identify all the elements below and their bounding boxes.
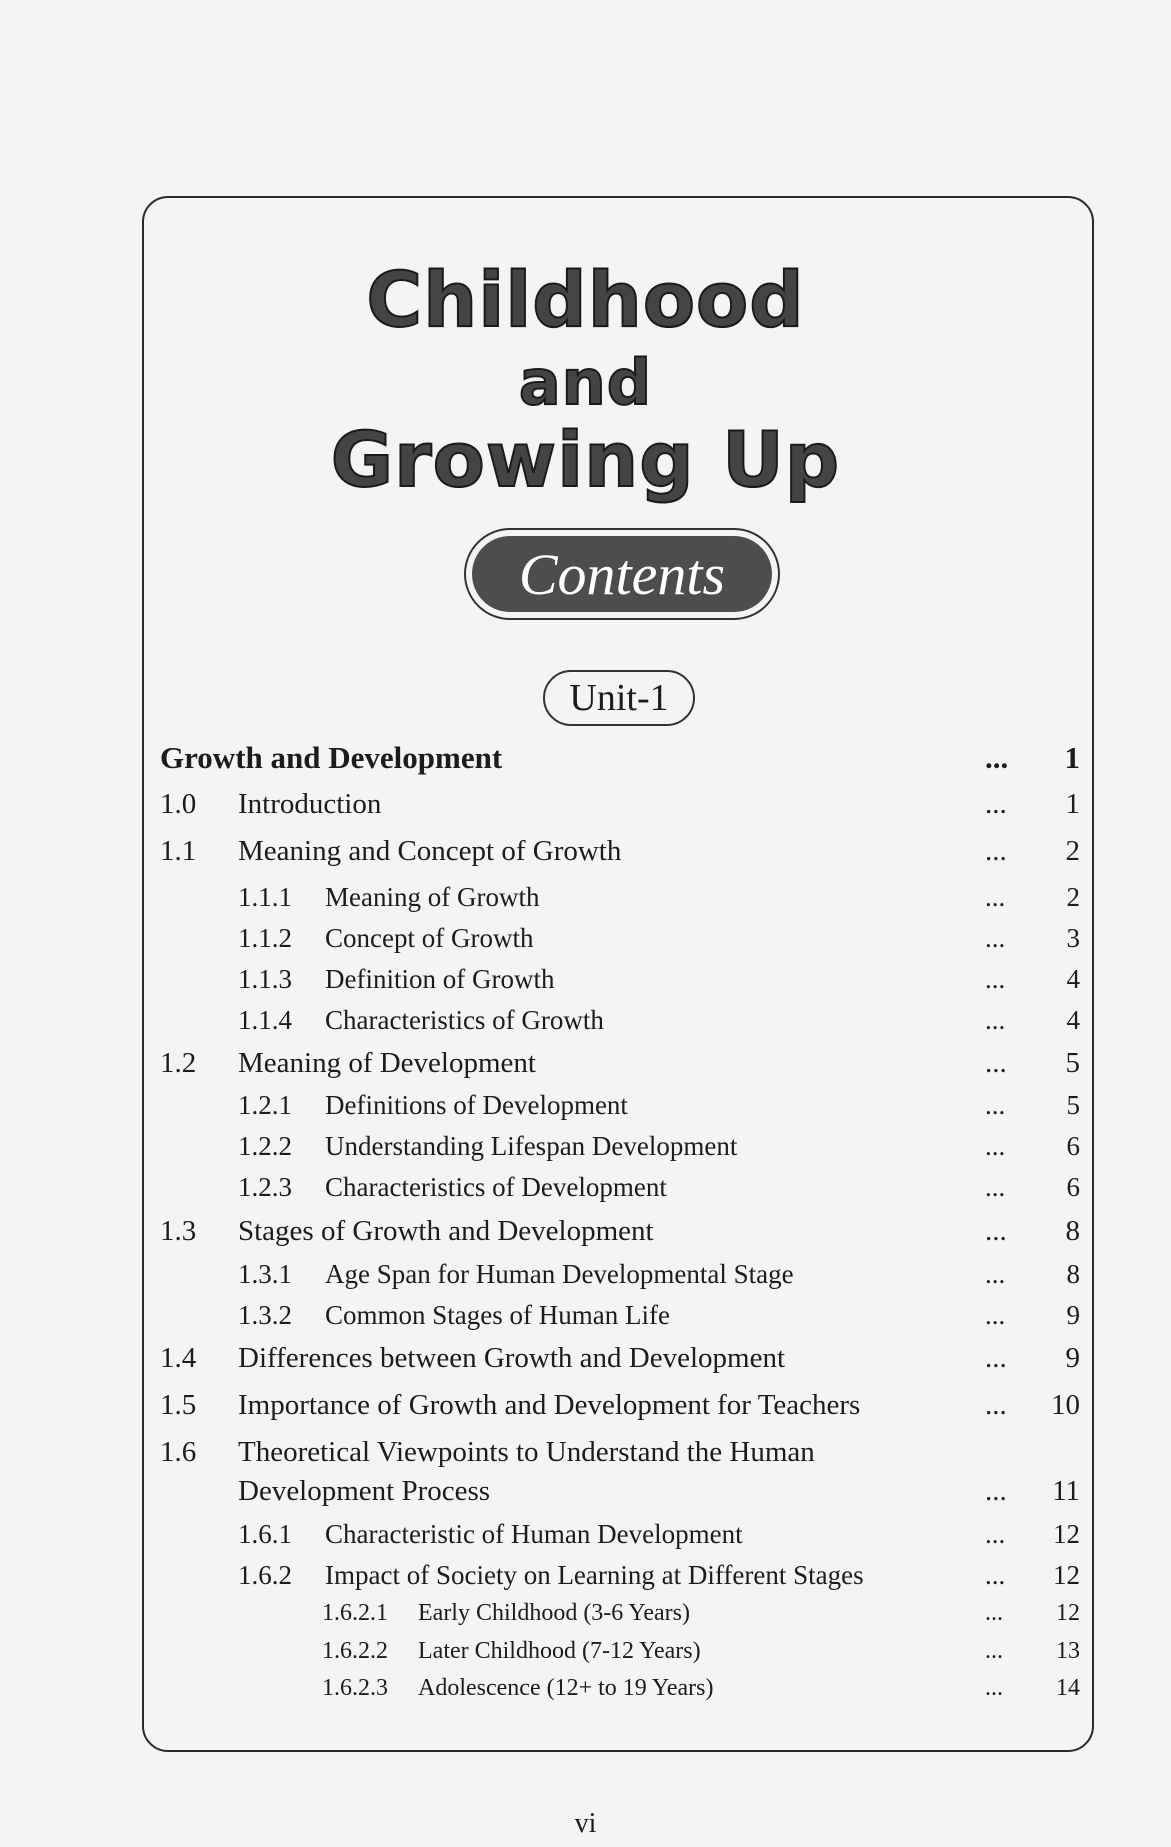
toc-entry-page: 13 [1056,1638,1080,1664]
toc-entry-number: 1.6.2.3 [322,1675,388,1701]
toc-leader-dots: ... [985,1519,1006,1549]
toc-entry-number: 1.6.2 [238,1560,292,1590]
page-number: vi [574,1808,597,1839]
toc-entry-title: Concept of Growth [325,923,534,953]
toc-entry-number: 1.2.2 [238,1131,292,1161]
toc-entry-page: 4 [1066,1005,1080,1035]
toc-entry-number: 1.3 [160,1215,197,1247]
toc-entry-title: Theoretical Viewpoints to Understand the Human [238,1436,815,1468]
toc-entry-title: Growth and Development [160,740,503,775]
toc-entry-number: 1.4 [160,1342,197,1374]
toc-leader-dots: ... [985,1342,1007,1374]
toc-leader-dots: ... [985,923,1006,953]
toc-entry-page: 8 [1066,1259,1080,1289]
toc-entry-title: Common Stages of Human Life [325,1300,670,1330]
toc-entry-number: 1.3.2 [238,1300,292,1330]
toc-entry-page: 8 [1065,1215,1080,1247]
toc-entry-number: 1.1.4 [238,1005,292,1035]
toc-entry-number: 1.6.2.2 [322,1638,388,1664]
toc-entry-page: 4 [1066,964,1080,994]
toc-entry-page: 5 [1066,1090,1080,1120]
toc-entry-title: Stages of Growth and Development [238,1215,654,1247]
toc-entry-page: 5 [1065,1047,1080,1079]
toc-entry-title: Meaning of Growth [325,882,540,912]
toc-entry-page: 6 [1066,1172,1080,1202]
toc-leader-dots: ... [985,1389,1007,1421]
toc-entry-number: 1.6 [160,1436,197,1468]
toc-entry-page: 6 [1066,1131,1080,1161]
toc-entry-number: 1.3.1 [238,1259,292,1289]
toc-leader-dots: ... [985,740,1009,775]
toc-entry-number: 1.0 [160,788,197,820]
book-title-line-3: Growing Up [330,415,841,504]
toc-entry-page: 14 [1056,1675,1080,1701]
toc-entry-title: Later Childhood (7-12 Years) [418,1638,701,1664]
toc-entry-title: Development Process [238,1475,491,1507]
toc-entry-title: Definitions of Development [325,1090,628,1120]
toc-entry-title: Differences between Growth and Development [238,1342,786,1374]
toc-entry-page: 12 [1053,1560,1080,1590]
toc-entry-title: Adolescence (12+ to 19 Years) [418,1675,714,1701]
toc-entry-number: 1.6.2.1 [322,1600,388,1626]
toc-entry-number: 1.1.1 [238,882,292,912]
toc-leader-dots: ... [985,1600,1003,1626]
toc-leader-dots: ... [985,1675,1003,1701]
toc-leader-dots: ... [985,1560,1006,1590]
toc-entry-title: Early Childhood (3-6 Years) [418,1600,690,1626]
toc-entry-title: Importance of Growth and Development for Teachers [238,1389,861,1421]
toc-leader-dots: ... [985,882,1006,912]
book-title-line-1: Childhood [366,255,805,344]
toc-leader-dots: ... [985,1259,1006,1289]
toc-entry-number: 1.2.3 [238,1172,292,1202]
toc-entry-number: 1.1.3 [238,964,292,994]
toc-entry-title: Definition of Growth [325,964,555,994]
toc-leader-dots: ... [985,964,1006,994]
toc-entry-title: Impact of Society on Learning at Different Stages [325,1560,864,1590]
toc-leader-dots: ... [985,1300,1006,1330]
toc-entry-page: 9 [1066,1300,1080,1330]
toc-leader-dots: ... [985,1090,1006,1120]
toc-entry-number: 1.2 [160,1047,197,1079]
toc-entry-page: 2 [1066,882,1080,912]
toc-leader-dots: ... [985,1475,1007,1507]
contents-heading: Contents [472,536,772,612]
toc-entry-page: 3 [1066,923,1080,953]
toc-entry-page: 11 [1052,1475,1080,1507]
toc-leader-dots: ... [985,1131,1006,1161]
toc-entry-title: Meaning and Concept of Growth [238,835,622,867]
toc-entry-page: 12 [1056,1600,1080,1626]
toc-entry-title: Characteristic of Human Development [325,1519,743,1549]
toc-entry-page: 12 [1053,1519,1080,1549]
toc-entry-page: 9 [1065,1342,1080,1374]
toc-leader-dots: ... [985,788,1007,820]
toc-leader-dots: ... [985,1215,1007,1247]
toc-entry-title: Characteristics of Growth [325,1005,604,1035]
unit-badge: Unit-1 [543,670,695,726]
toc-leader-dots: ... [985,835,1007,867]
toc-entry-number: 1.1.2 [238,923,292,953]
toc-entry-number: 1.1 [160,835,197,867]
toc-leader-dots: ... [985,1172,1006,1202]
toc-entry-page: 1 [1065,788,1080,820]
toc-entry-title: Understanding Lifespan Development [325,1131,738,1161]
book-title-line-2: and [518,346,653,419]
toc-entry-number: 1.5 [160,1389,197,1421]
toc-entry-number: 1.6.1 [238,1519,292,1549]
toc-entry-title: Meaning of Development [238,1047,536,1079]
toc-entry-number: 1.2.1 [238,1090,292,1120]
toc-entry-page: 2 [1065,835,1080,867]
toc-entry-page: 10 [1051,1389,1080,1421]
toc-leader-dots: ... [985,1005,1006,1035]
toc-entry-title: Age Span for Human Developmental Stage [325,1259,794,1289]
toc-entry-page: 1 [1064,740,1080,775]
toc-leader-dots: ... [985,1638,1003,1664]
toc-entry-title: Introduction [238,788,382,820]
toc-leader-dots: ... [985,1047,1007,1079]
toc-entry-title: Characteristics of Development [325,1172,667,1202]
